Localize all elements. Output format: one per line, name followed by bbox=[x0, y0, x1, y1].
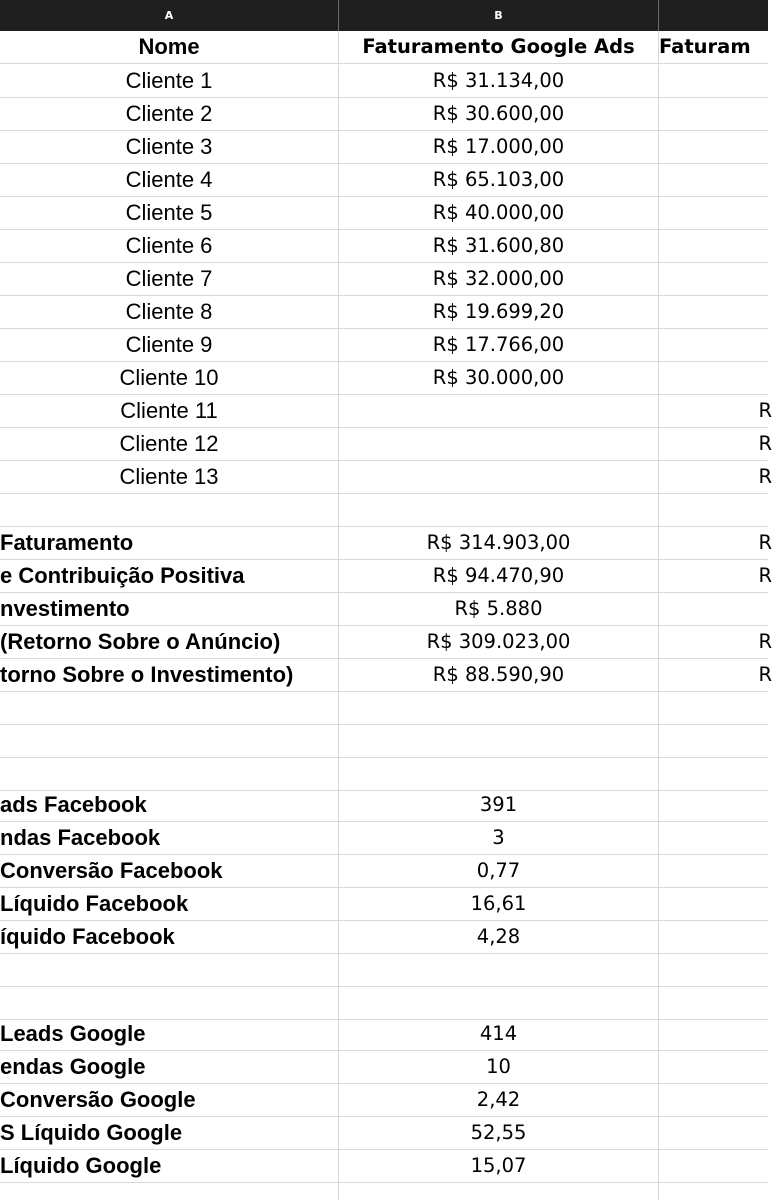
cell-summary-label[interactable] bbox=[0, 659, 339, 691]
empty-row bbox=[0, 954, 768, 987]
facebook-label: ndas Facebook bbox=[0, 824, 161, 850]
client-google-value: R$ 40.000,00 bbox=[432, 201, 565, 225]
cell-client-google[interactable] bbox=[339, 461, 659, 493]
empty-row bbox=[0, 494, 768, 527]
cell-facebook-value[interactable] bbox=[339, 888, 659, 920]
cell-facebook-value[interactable] bbox=[339, 921, 659, 953]
empty-cell[interactable] bbox=[659, 1183, 768, 1200]
cell-summary-label[interactable] bbox=[0, 527, 339, 559]
empty-cell[interactable] bbox=[339, 725, 659, 757]
client-name: Cliente 9 bbox=[125, 331, 213, 357]
cell-client-next[interactable] bbox=[659, 296, 768, 328]
cell-facebook-value[interactable] bbox=[339, 789, 659, 821]
empty-cell[interactable] bbox=[659, 822, 768, 854]
client-name: Cliente 11 bbox=[120, 397, 218, 423]
cell-summary-next[interactable] bbox=[659, 659, 772, 691]
column-header-b[interactable] bbox=[339, 0, 659, 31]
cell-client-name[interactable] bbox=[0, 98, 339, 130]
client-name: Cliente 12 bbox=[119, 430, 219, 456]
facebook-metric-row bbox=[0, 822, 768, 855]
table-row bbox=[0, 362, 768, 395]
google-metric-row bbox=[0, 1018, 768, 1051]
client-name: Cliente 7 bbox=[125, 265, 213, 291]
empty-cell[interactable] bbox=[659, 494, 768, 526]
cell-facebook-value[interactable] bbox=[339, 855, 659, 887]
cell-client-google[interactable] bbox=[339, 362, 659, 394]
cell-client-name[interactable] bbox=[0, 65, 339, 97]
cell-summary-next[interactable] bbox=[659, 527, 772, 559]
cell-facebook-label[interactable] bbox=[0, 921, 339, 953]
cell-summary-next[interactable] bbox=[659, 626, 772, 658]
cell-google-label[interactable] bbox=[0, 1084, 339, 1116]
cell-client-google[interactable] bbox=[339, 428, 659, 460]
cell-client-google[interactable] bbox=[339, 65, 659, 97]
cell-client-next[interactable] bbox=[659, 428, 772, 460]
table-row bbox=[0, 98, 768, 131]
table-row bbox=[0, 164, 768, 197]
facebook-metric-row bbox=[0, 921, 768, 954]
facebook-value: 3 bbox=[492, 826, 505, 850]
google-label: S Líquido Google bbox=[0, 1119, 183, 1145]
empty-cell[interactable] bbox=[0, 725, 339, 757]
client-name: Cliente 10 bbox=[119, 364, 219, 390]
empty-cell[interactable] bbox=[659, 921, 768, 953]
cell-facebook-label[interactable] bbox=[0, 888, 339, 920]
google-label: Conversão Google bbox=[0, 1086, 196, 1112]
google-value: 52,55 bbox=[470, 1121, 527, 1145]
cell-summary-label[interactable] bbox=[0, 593, 339, 625]
facebook-value: 0,77 bbox=[476, 859, 521, 883]
client-name: Cliente 8 bbox=[125, 298, 213, 324]
summary-value: R$ 94.470,90 bbox=[432, 564, 565, 588]
header-name-text: Nome bbox=[138, 33, 200, 59]
cell-client-name[interactable] bbox=[0, 230, 339, 262]
google-value: 2,42 bbox=[476, 1088, 521, 1112]
summary-row bbox=[0, 659, 772, 692]
cell-client-next[interactable] bbox=[659, 329, 768, 361]
summary-next-value: R bbox=[758, 564, 772, 588]
summary-label: e Contribuição Positiva bbox=[0, 562, 245, 588]
empty-cell[interactable] bbox=[0, 954, 339, 986]
empty-cell[interactable] bbox=[0, 758, 339, 790]
empty-cell[interactable] bbox=[659, 987, 768, 1019]
table-row bbox=[0, 329, 768, 362]
summary-row bbox=[0, 626, 772, 659]
cell-header-name[interactable] bbox=[0, 31, 339, 63]
cell-client-google[interactable] bbox=[339, 197, 659, 229]
summary-value: R$ 309.023,00 bbox=[426, 630, 571, 654]
empty-cell[interactable] bbox=[659, 855, 768, 887]
empty-cell[interactable] bbox=[339, 1183, 659, 1200]
client-google-value: R$ 32.000,00 bbox=[432, 267, 565, 291]
cell-summary-value[interactable] bbox=[339, 626, 659, 658]
cell-client-next[interactable] bbox=[659, 98, 768, 130]
empty-cell[interactable] bbox=[0, 692, 339, 724]
summary-next-value: R bbox=[758, 531, 772, 555]
table-row bbox=[0, 131, 768, 164]
cell-summary-value[interactable] bbox=[339, 659, 659, 691]
table-row bbox=[0, 65, 768, 98]
cell-client-google[interactable] bbox=[339, 164, 659, 196]
empty-row bbox=[0, 1183, 768, 1200]
table-header-row bbox=[0, 31, 768, 64]
empty-cell[interactable] bbox=[659, 692, 768, 724]
client-name: Cliente 6 bbox=[125, 232, 213, 258]
cell-google-value[interactable] bbox=[339, 1150, 659, 1182]
table-row bbox=[0, 197, 768, 230]
cell-client-next[interactable] bbox=[659, 461, 772, 493]
cell-summary-value[interactable] bbox=[339, 593, 659, 625]
summary-value: R$ 314.903,00 bbox=[426, 531, 571, 555]
cell-client-google[interactable] bbox=[339, 230, 659, 262]
empty-cell[interactable] bbox=[659, 888, 768, 920]
cell-summary-label[interactable] bbox=[0, 626, 339, 658]
cell-client-next[interactable] bbox=[659, 395, 772, 427]
cell-google-value[interactable] bbox=[339, 1117, 659, 1149]
empty-cell[interactable] bbox=[339, 758, 659, 790]
client-google-value: R$ 30.000,00 bbox=[432, 366, 565, 390]
empty-cell[interactable] bbox=[659, 1150, 768, 1182]
empty-cell[interactable] bbox=[659, 1051, 768, 1083]
client-google-value: R$ 17.766,00 bbox=[432, 333, 565, 357]
cell-client-name[interactable] bbox=[0, 131, 339, 163]
empty-cell[interactable] bbox=[339, 987, 659, 1019]
summary-label: Faturamento bbox=[0, 529, 134, 555]
empty-cell[interactable] bbox=[0, 987, 339, 1019]
empty-cell[interactable] bbox=[659, 725, 768, 757]
cell-client-google[interactable] bbox=[339, 263, 659, 295]
table-row bbox=[0, 428, 772, 461]
cell-summary-value[interactable] bbox=[339, 527, 659, 559]
google-value: 10 bbox=[486, 1055, 511, 1079]
google-metric-row bbox=[0, 1117, 768, 1150]
table-row bbox=[0, 395, 772, 428]
client-next-value: R bbox=[758, 399, 772, 423]
google-label: Leads Google bbox=[0, 1020, 146, 1046]
cell-google-value[interactable] bbox=[339, 1084, 659, 1116]
summary-row bbox=[0, 527, 772, 560]
google-metric-row bbox=[0, 1150, 768, 1183]
facebook-value: 4,28 bbox=[476, 925, 521, 949]
cell-summary-label[interactable] bbox=[0, 560, 339, 592]
empty-cell[interactable] bbox=[0, 494, 339, 526]
cell-client-next[interactable] bbox=[659, 197, 768, 229]
facebook-value: 391 bbox=[479, 793, 518, 817]
google-metric-row bbox=[0, 1051, 768, 1084]
summary-row bbox=[0, 593, 768, 626]
cell-client-name[interactable] bbox=[0, 329, 339, 361]
google-value: 15,07 bbox=[470, 1154, 527, 1178]
header-google-text: Faturamento Google Ads bbox=[362, 35, 635, 59]
cell-google-value[interactable] bbox=[339, 1051, 659, 1083]
empty-cell[interactable] bbox=[659, 1117, 768, 1149]
client-google-value: R$ 19.699,20 bbox=[432, 300, 565, 324]
cell-client-google[interactable] bbox=[339, 329, 659, 361]
client-google-value: R$ 30.600,00 bbox=[432, 102, 565, 126]
summary-value: R$ 88.590,90 bbox=[432, 663, 565, 687]
client-next-value: R bbox=[758, 465, 772, 489]
table-row bbox=[0, 461, 772, 494]
column-header-b-label: B bbox=[494, 9, 503, 22]
client-name: Cliente 13 bbox=[119, 463, 219, 489]
client-next-value: R bbox=[758, 432, 772, 456]
cell-client-next[interactable] bbox=[659, 131, 768, 163]
empty-row bbox=[0, 725, 768, 758]
client-google-value: R$ 31.134,00 bbox=[432, 69, 565, 93]
cell-google-label[interactable] bbox=[0, 1150, 339, 1182]
summary-label: torno Sobre o Investimento) bbox=[0, 661, 294, 687]
facebook-metric-row bbox=[0, 789, 768, 822]
cell-google-label[interactable] bbox=[0, 1117, 339, 1149]
empty-row bbox=[0, 758, 768, 791]
summary-row bbox=[0, 560, 772, 593]
facebook-label: Líquido Facebook bbox=[0, 890, 189, 916]
cell-summary-value[interactable] bbox=[339, 560, 659, 592]
cell-summary-next[interactable] bbox=[659, 593, 768, 625]
summary-next-value: R bbox=[758, 630, 772, 654]
cell-client-next[interactable] bbox=[659, 362, 768, 394]
cell-facebook-label[interactable] bbox=[0, 822, 339, 854]
cell-facebook-label[interactable] bbox=[0, 855, 339, 887]
cell-client-name[interactable] bbox=[0, 428, 339, 460]
empty-cell[interactable] bbox=[659, 758, 768, 790]
empty-cell[interactable] bbox=[339, 692, 659, 724]
cell-google-value[interactable] bbox=[339, 1018, 659, 1050]
client-google-value: R$ 17.000,00 bbox=[432, 135, 565, 159]
cell-client-next[interactable] bbox=[659, 263, 768, 295]
cell-client-name[interactable] bbox=[0, 395, 339, 427]
client-name: Cliente 5 bbox=[125, 199, 213, 225]
cell-client-google[interactable] bbox=[339, 395, 659, 427]
cell-facebook-label[interactable] bbox=[0, 789, 339, 821]
cell-client-next[interactable] bbox=[659, 164, 768, 196]
empty-cell[interactable] bbox=[659, 789, 768, 821]
table-row bbox=[0, 296, 768, 329]
empty-row bbox=[0, 692, 768, 725]
cell-summary-next[interactable] bbox=[659, 560, 772, 592]
cell-google-label[interactable] bbox=[0, 1018, 339, 1050]
cell-header-next[interactable] bbox=[659, 31, 768, 63]
summary-label: nvestimento bbox=[0, 595, 130, 621]
header-next-text: Faturam bbox=[659, 35, 751, 59]
summary-label: (Retorno Sobre o Anúncio) bbox=[0, 628, 281, 654]
cell-header-google[interactable] bbox=[339, 31, 659, 63]
google-value: 414 bbox=[479, 1022, 518, 1046]
cell-client-name[interactable] bbox=[0, 263, 339, 295]
facebook-metric-row bbox=[0, 888, 768, 921]
cell-client-name[interactable] bbox=[0, 296, 339, 328]
column-header-a[interactable] bbox=[0, 0, 339, 31]
column-header-c[interactable] bbox=[659, 0, 768, 31]
cell-client-name[interactable] bbox=[0, 362, 339, 394]
cell-client-next[interactable] bbox=[659, 230, 768, 262]
empty-row bbox=[0, 987, 768, 1020]
facebook-value: 16,61 bbox=[470, 892, 527, 916]
client-name: Cliente 1 bbox=[125, 67, 213, 93]
cell-client-name[interactable] bbox=[0, 164, 339, 196]
empty-cell[interactable] bbox=[659, 954, 768, 986]
summary-next-value: R bbox=[758, 663, 772, 687]
cell-client-google[interactable] bbox=[339, 296, 659, 328]
google-metric-row bbox=[0, 1084, 768, 1117]
empty-cell[interactable] bbox=[339, 494, 659, 526]
cell-client-name[interactable] bbox=[0, 197, 339, 229]
empty-cell[interactable] bbox=[659, 1084, 768, 1116]
cell-facebook-value[interactable] bbox=[339, 822, 659, 854]
table-row bbox=[0, 230, 768, 263]
facebook-label: ads Facebook bbox=[0, 791, 147, 817]
summary-value: R$ 5.880 bbox=[454, 597, 543, 621]
cell-client-next[interactable] bbox=[659, 65, 768, 97]
cell-client-name[interactable] bbox=[0, 461, 339, 493]
empty-cell[interactable] bbox=[659, 1018, 768, 1050]
google-label: endas Google bbox=[0, 1053, 146, 1079]
client-name: Cliente 2 bbox=[125, 100, 213, 126]
cell-client-google[interactable] bbox=[339, 131, 659, 163]
client-name: Cliente 4 bbox=[125, 166, 213, 192]
client-google-value: R$ 65.103,00 bbox=[432, 168, 565, 192]
empty-cell[interactable] bbox=[339, 954, 659, 986]
client-google-value: R$ 31.600,80 bbox=[432, 234, 565, 258]
table-row bbox=[0, 263, 768, 296]
column-header-a-label: A bbox=[164, 9, 174, 22]
facebook-label: Conversão Facebook bbox=[0, 857, 223, 883]
empty-cell[interactable] bbox=[0, 1183, 339, 1200]
client-name: Cliente 3 bbox=[125, 133, 213, 159]
cell-google-label[interactable] bbox=[0, 1051, 339, 1083]
facebook-label: íquido Facebook bbox=[0, 923, 175, 949]
cell-client-google[interactable] bbox=[339, 98, 659, 130]
google-label: Líquido Google bbox=[0, 1152, 162, 1178]
facebook-metric-row bbox=[0, 855, 768, 888]
